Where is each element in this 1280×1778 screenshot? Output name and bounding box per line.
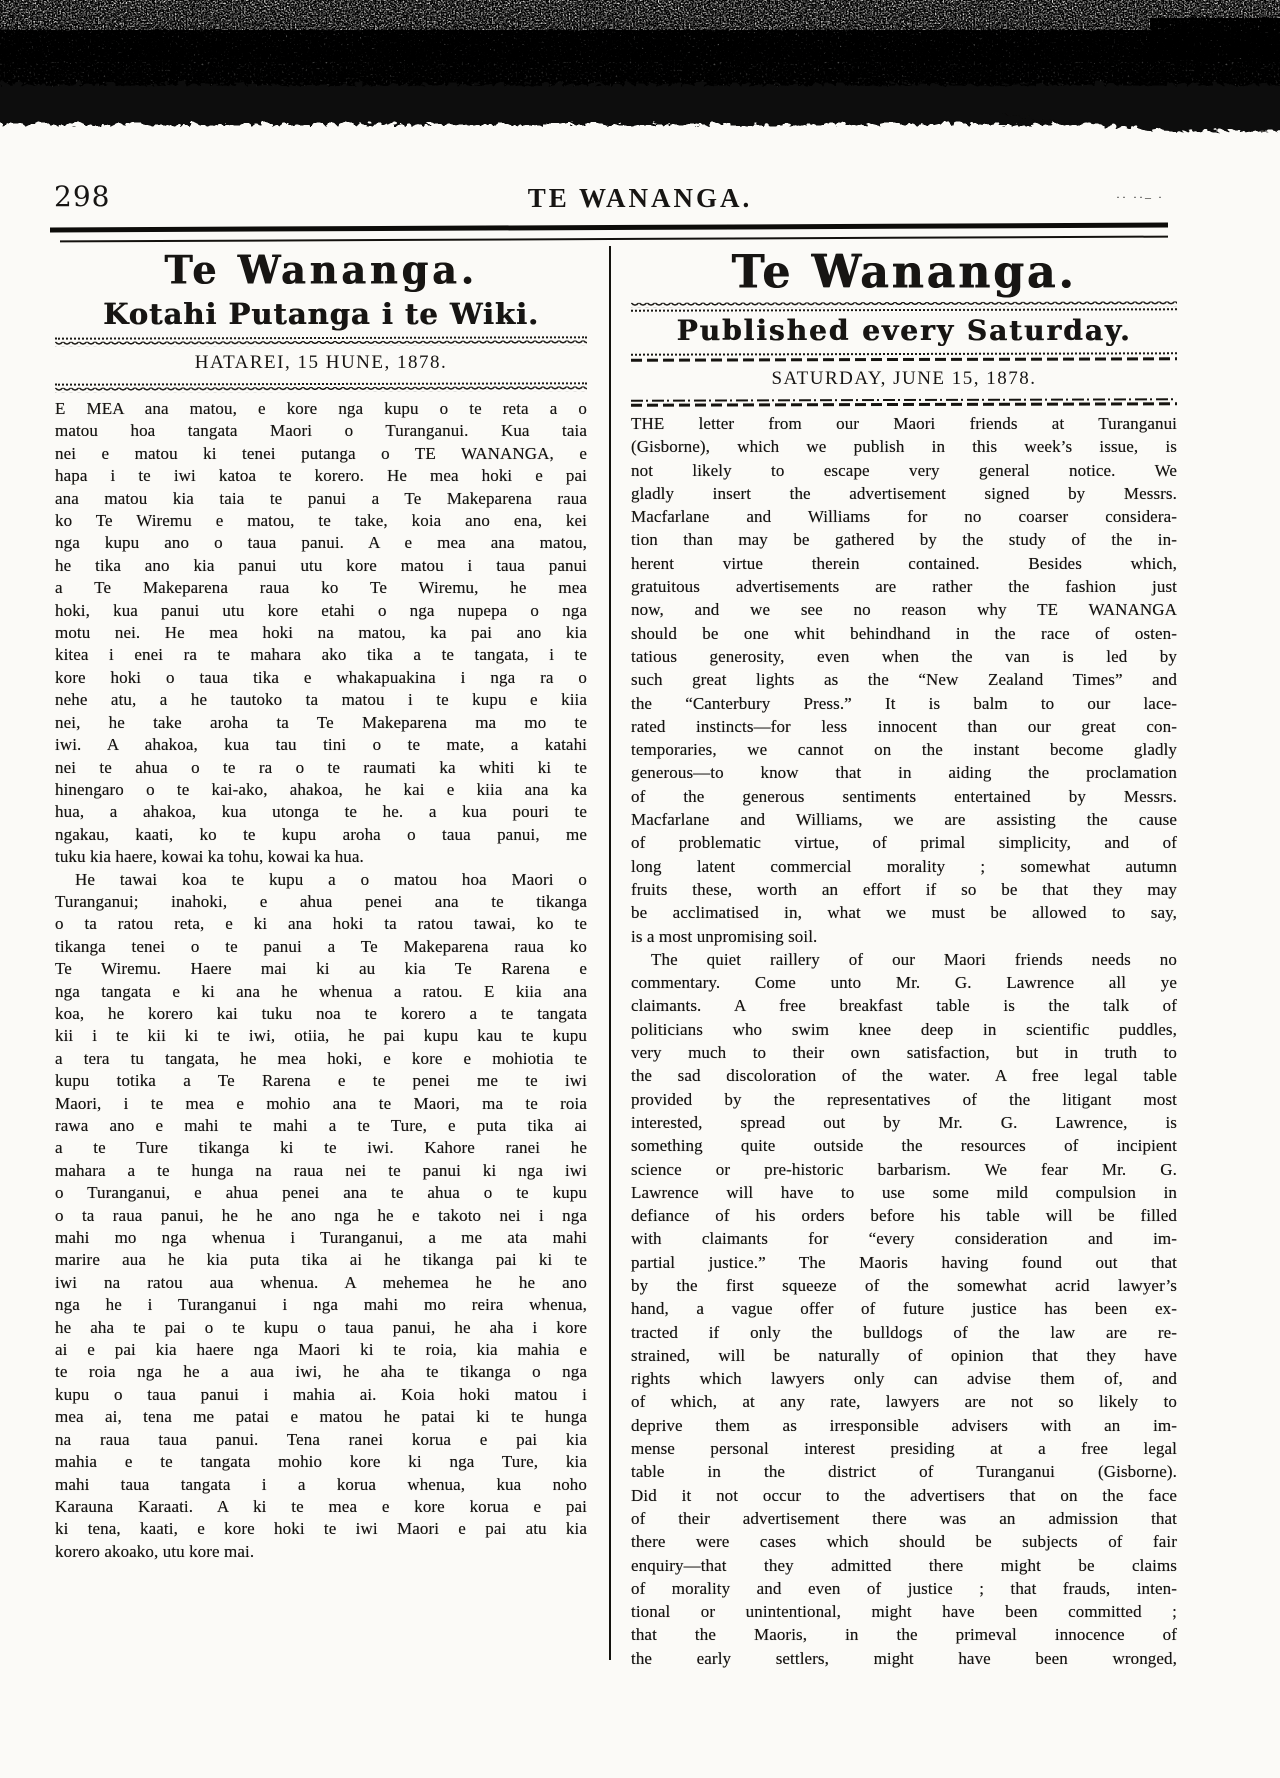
text-line: be acclimatised in, what we must be allowed to say, bbox=[631, 903, 1177, 923]
paragraph bbox=[631, 412, 1177, 948]
paragraph bbox=[631, 948, 1177, 1670]
text-line: E MEA ana matou, e kore nga kupu o te reta a o bbox=[55, 399, 587, 418]
rule-dashed bbox=[631, 402, 1177, 406]
text-line: rawa ano e mahi te mahi a te Ture, e puta tika ai bbox=[55, 1116, 587, 1135]
text-line: of which, at any rate, lawyers are not so likely to bbox=[631, 1392, 1177, 1412]
text-line: THE letter from our Maori friends at Turanganui bbox=[631, 414, 1177, 433]
text-line: that the Maoris, in the primeval innocence of bbox=[631, 1625, 1177, 1645]
text-line: not likely to escape very general notice. We bbox=[631, 460, 1177, 480]
header-rule-thick bbox=[50, 223, 1168, 233]
text-line: science or pre-historic barbarism. We fear Mr. G. bbox=[631, 1159, 1177, 1179]
text-line: mahi mo nga whenua i Turanganui, a me ata mahi bbox=[55, 1228, 587, 1248]
text-line: kore hoki o taua tika e whakapuakina i nga ra o bbox=[55, 667, 587, 687]
text-line: hua, a ahakoa, kua utonga te he. a kua pouri te bbox=[55, 802, 587, 822]
text-line: hinengaro o te kai-ako, ahakoa, he kai e kiia ana ka bbox=[55, 779, 587, 799]
text-line: (Gisborne), which we publish in this week’s issue, is bbox=[631, 437, 1177, 457]
text-line: kupu o taua panui i mahia ai. Koia hoki matou i bbox=[55, 1384, 587, 1404]
text-line: a te Ture tikanga ki te iwi. Kahore ranei he bbox=[55, 1138, 587, 1158]
scan-artifact-marks: ·· ··– · bbox=[1116, 190, 1164, 204]
right-masthead-title: Te Wananga. bbox=[731, 245, 1077, 299]
text-line: o ta ratou reta, e ki ana hoki ta ratou tawai, ko te bbox=[55, 914, 587, 934]
text-line: mahi taua tangata i a korua whenua, kua noho bbox=[55, 1474, 587, 1494]
rule-wavy bbox=[55, 340, 587, 346]
text-line: long latent commercial morality ; somewhat autumn bbox=[631, 856, 1177, 876]
text-line: Te Wiremu. Haere mai ki au kia Te Rarena e bbox=[55, 959, 587, 979]
text-line: nei, he take aroha ta Te Makeparena ma mo te bbox=[55, 712, 587, 732]
text-line: nga he i Turanganui i nga mahi mo reira whenua, bbox=[55, 1295, 587, 1315]
text-line: he aha te pai o te kupu o taua panui, he aha i kore bbox=[55, 1317, 587, 1337]
text-line: with claimants for “every consideration and im- bbox=[631, 1229, 1177, 1249]
rule-dotted bbox=[631, 352, 1177, 355]
text-line: provided by the representatives of the litigant most bbox=[631, 1089, 1177, 1109]
text-line: Lawrence will have to use some mild compulsion in bbox=[631, 1182, 1177, 1202]
text-line: iwi. A ahakoa, kua tau tini o te mate, a katahi bbox=[55, 735, 587, 755]
text-line: The quiet raillery of our Maori friends needs no bbox=[651, 949, 1177, 969]
left-column-maori bbox=[55, 246, 587, 1563]
text-line: commentary. Come unto Mr. G. Lawrence all ye bbox=[631, 973, 1177, 993]
text-line: by the first squeeze of the somewhat acrid lawyer’s bbox=[631, 1275, 1177, 1295]
text-line: of their advertisement there was an admission that bbox=[631, 1508, 1177, 1528]
text-line: tion than may be gathered by the study of the in- bbox=[631, 530, 1177, 550]
text-line: generous—to know that in aiding the proclamation bbox=[631, 763, 1177, 783]
text-line: is a most unpromising soil. bbox=[631, 926, 818, 946]
left-masthead-title: Te Wananga. bbox=[164, 246, 478, 293]
column-divider-rule bbox=[609, 246, 611, 1660]
text-line: mahara a te hunga na raua nei te panui ki nga iwi bbox=[55, 1160, 587, 1180]
text-line: of morality and even of justice ; that frauds, inten- bbox=[631, 1578, 1177, 1598]
text-line: gladly insert the advertisement signed by Messrs. bbox=[631, 483, 1177, 503]
page-number: 298 bbox=[54, 180, 111, 213]
text-line: Maori, i te mea e mohio ana te Maori, ma te roia bbox=[55, 1093, 587, 1113]
rule-wavy bbox=[631, 301, 1177, 307]
text-line: Turanganui; inahoki, e ahua penei ana te tikanga bbox=[55, 891, 587, 911]
text-line: te roia nga he a aua iwi, he aha te tikanga o nga bbox=[55, 1362, 587, 1382]
text-line: nei e matou ki tenei putanga o TE WANANGA, e bbox=[55, 443, 587, 463]
text-line: nga tangata e ki ana he whenua a ratou. E kiia ana bbox=[55, 981, 587, 1001]
text-line: korero akoako, utu kore mai. bbox=[55, 1541, 255, 1561]
text-line: Did it not occur to the advertisers that on the face bbox=[631, 1485, 1177, 1505]
text-line: the “Canterbury Press.” It is balm to our lace- bbox=[631, 693, 1177, 713]
two-column-layout bbox=[55, 246, 1177, 1670]
text-line: hapa i te iwi katoa te korero. He mea hoki e pai bbox=[55, 466, 587, 486]
header-rule-thin bbox=[60, 236, 1168, 243]
text-line: nehe atu, a he tautoko ta matou i te kupu e kiia bbox=[55, 690, 587, 710]
text-line: ngakau, kaati, ko te kupu aroha o taua panui, me bbox=[55, 824, 587, 844]
text-line: nga kupu ano o taua panui. A e mea ana matou, bbox=[55, 533, 587, 553]
rule-dotted bbox=[55, 336, 587, 339]
text-line: He tawai koa te kupu a o matou hoa Maori o bbox=[75, 869, 587, 889]
paragraph bbox=[55, 398, 587, 869]
text-line: partial justice.” The Maoris having found out that bbox=[631, 1252, 1177, 1272]
running-title: TE WANANGA. bbox=[527, 183, 753, 213]
text-line: nei te ahua o te ra o te raumati ka whiti ki te bbox=[55, 757, 587, 777]
text-line: o Turanganui, e ahua penei ana te ahua o te kupu bbox=[55, 1183, 587, 1203]
text-line: a Te Makeparena raua ko Te Wiremu, he mea bbox=[55, 578, 587, 598]
right-masthead-subtitle: Published every Saturday. bbox=[676, 314, 1132, 347]
text-line: something quite outside the resources of incipient bbox=[631, 1136, 1177, 1156]
text-line: o ta raua panui, he he ano nga he e takoto nei i nga bbox=[55, 1205, 587, 1225]
scan-edge-band bbox=[0, 0, 1280, 140]
text-line: tikanga tenei o te panui a Te Makeparena raua ko bbox=[55, 936, 587, 956]
text-line: claimants. A free breakfast table is the talk of bbox=[631, 996, 1177, 1016]
text-line: kii i te kii ki te iwi, otiia, he pai kupu kau te kupu bbox=[55, 1026, 587, 1046]
text-line: the early settlers, might have been wronged, bbox=[631, 1648, 1177, 1668]
text-line: of problematic virtue, of primal simplicity, and of bbox=[631, 833, 1177, 853]
scan-noise-graphic bbox=[0, 0, 1280, 140]
text-line: he tika ano kia panui utu kore matou i taua panui bbox=[55, 555, 587, 575]
left-body-text bbox=[55, 398, 587, 1563]
text-line: gratuitous advertisements are rather the fashion just bbox=[631, 577, 1177, 597]
text-line: tuku kia haere, kowai ka tohu, kowai ka hua. bbox=[55, 847, 364, 867]
text-line: ana matou kia taia te panui a Te Makeparena raua bbox=[55, 488, 587, 508]
text-line: such great lights as the “New Zealand Times” and bbox=[631, 670, 1177, 690]
text-line: hand, a vague offer of future justice has been ex- bbox=[631, 1299, 1177, 1319]
text-line: defiance of his orders before his table will be filled bbox=[631, 1206, 1177, 1226]
text-line: Macfarlane and Williams for no coarser considera- bbox=[631, 507, 1177, 527]
text-line: kitea i enei ra te mahara ako tika a te tangata, i te bbox=[55, 645, 587, 665]
text-line: kupu totika a Te Rarena e te penei me te iwi bbox=[55, 1071, 587, 1091]
rule-wavy bbox=[55, 386, 587, 392]
text-line: marire aua he kia puta tika ai he tikanga pai ki te bbox=[55, 1250, 587, 1270]
text-line: should be one whit behindhand in the race of osten- bbox=[631, 623, 1177, 643]
text-line: Macfarlane and Williams, we are assisting the cause bbox=[631, 810, 1177, 830]
text-line: hoki, kua panui utu kore etahi o nga nupepa o nga bbox=[55, 600, 587, 620]
text-line: deprive them as irresponsible advisers with an im- bbox=[631, 1415, 1177, 1435]
text-line: tracted if only the bulldogs of the law are re- bbox=[631, 1322, 1177, 1342]
text-line: mea ai, tena me patai e matou he patai ki te hunga bbox=[55, 1407, 587, 1427]
text-line: ko Te Wiremu e matou, te take, koia ano ena, kei bbox=[55, 511, 587, 531]
text-line: enquiry—that they admitted there might be claims bbox=[631, 1555, 1177, 1575]
right-body-text bbox=[631, 412, 1177, 1670]
text-line: tional or unintentional, might have been committed ; bbox=[631, 1602, 1177, 1622]
text-line: mense personal interest presiding at a free legal bbox=[631, 1439, 1177, 1459]
text-line: of the generous sentiments entertained by Messrs. bbox=[631, 786, 1177, 806]
paragraph bbox=[55, 869, 587, 1564]
text-line: motu nei. He mea hoki na matou, ka pai ano kia bbox=[55, 623, 587, 643]
text-line: iwi na ratou aua whenua. A mehemea he he ano bbox=[55, 1272, 587, 1292]
text-line: ai e pai kia haere nga Maori ki te roia, kia mahia e bbox=[55, 1340, 587, 1360]
text-line: strained, will be naturally of opinion that they have bbox=[631, 1345, 1177, 1365]
rule-dash-dot bbox=[631, 398, 1177, 401]
text-line: matou hoa tangata Maori o Turanganui. Kua taia bbox=[55, 421, 587, 441]
rule-dotted bbox=[55, 382, 587, 385]
text-line: interested, spread out by Mr. G. Lawrence, is bbox=[631, 1112, 1177, 1132]
text-line: mahia e te tangata mohio kore ki nga Ture, kia bbox=[55, 1452, 587, 1472]
text-line: tatious generosity, even when the van is led by bbox=[631, 646, 1177, 666]
text-line: a tera tu tangata, he mea hoki, e kore e mohiotia te bbox=[55, 1048, 587, 1068]
right-dateline: SATURDAY, JUNE 15, 1878. bbox=[771, 368, 1037, 389]
text-line: fruits these, worth an effort if so be that they may bbox=[631, 879, 1177, 899]
text-line: rated instincts—for less innocent than our great con- bbox=[631, 716, 1177, 736]
rule-dashed bbox=[631, 357, 1177, 361]
text-line: Karauna Karaati. A ki te mea e kore korua e pai bbox=[55, 1496, 587, 1516]
text-line: very much to their own satisfaction, but in truth to bbox=[631, 1043, 1177, 1063]
text-line: temporaries, we cannot on the instant become gladly bbox=[631, 740, 1177, 760]
text-line: herent virtue therein contained. Besides which, bbox=[631, 553, 1177, 573]
text-line: koa, he korero kai tuku noa te korero a te tangata bbox=[55, 1003, 587, 1023]
left-dateline: HATAREI, 15 HUNE, 1878. bbox=[194, 352, 448, 373]
text-line: ki tena, kaati, e kore hoki te iwi Maori e pai atu kia bbox=[55, 1519, 587, 1539]
right-column-english bbox=[631, 246, 1177, 1670]
text-line: now, and we see no reason why TE WANANGA bbox=[631, 600, 1177, 620]
text-line: politicians who swim knee deep in scientific puddles, bbox=[631, 1019, 1177, 1039]
text-line: the sad discoloration of the water. A free legal table bbox=[631, 1066, 1177, 1086]
text-line: rights which lawyers only can advise them of, and bbox=[631, 1369, 1177, 1389]
text-line: table in the district of Turanganui (Gisborne). bbox=[631, 1462, 1177, 1482]
text-line: there were cases which should be subjects of fair bbox=[631, 1532, 1177, 1552]
text-line: na raua taua panui. Tena ranei korua e pai kia bbox=[55, 1429, 587, 1449]
left-masthead-subtitle: Kotahi Putanga i te Wiki. bbox=[103, 297, 539, 331]
